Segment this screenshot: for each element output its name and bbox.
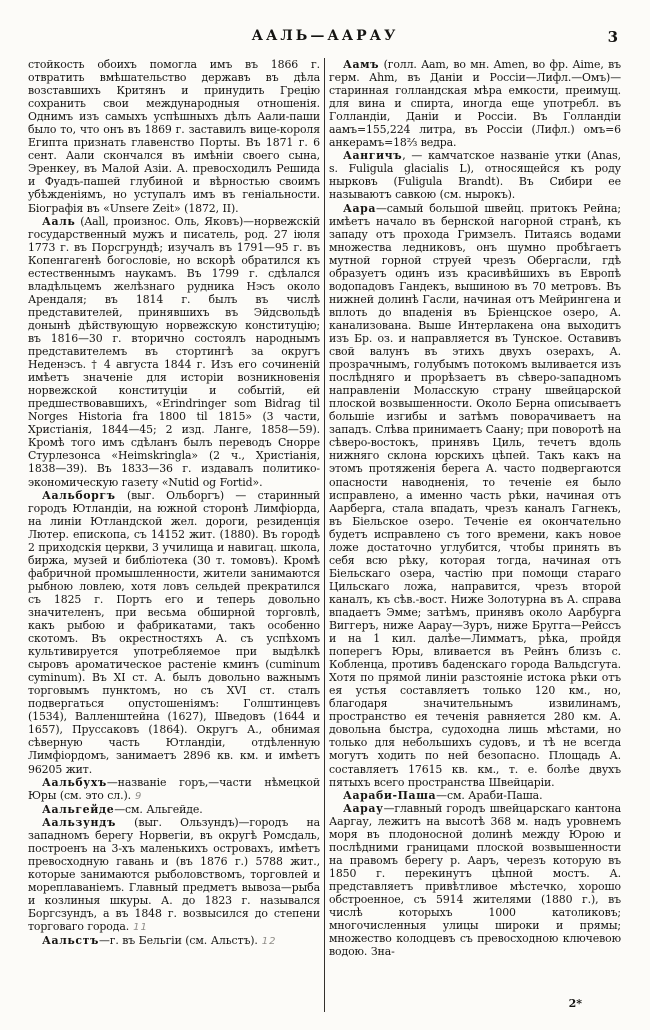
entry-paragraph: [329, 802, 621, 959]
entry-headword: Ааль: [42, 214, 76, 228]
entry-paragraph: [329, 789, 621, 802]
running-title: ААЛЬ—ААРАУ: [251, 28, 399, 44]
pencil-mark: 12: [261, 936, 277, 948]
entry-text: —названіе горъ,—части нѣмецкой Юры (см. это сл.).: [28, 775, 320, 802]
page-number: 3: [607, 28, 618, 46]
entry-text: —самый большой швейц. притокъ Рейна; имѣетъ начало въ бернской нагорной странѣ, къ западу отъ прохода Гримзелъ. Питаясь водами множества ледниковъ, онъ шумно пробѣгаетъ мутной горной струей чрезъ Обергасли, гдѣ образуетъ одинъ изъ красивѣйшихъ въ Европѣ водопадовъ Гандекъ, вышиною въ 70 метровъ. Въ нижней долинѣ Гасли, начиная отъ Мейрингена и вплоть до впаденія въ Бріенцское озеро, А. канализована. Выше Интерлакена она выходитъ изъ Бр. оз. и направляется въ Тунское. Оставивъ свой валунъ въ этихъ двухъ озерахъ, А. прозрачнымъ, голубымъ потокомъ выливается изъ послѣдняго и прорѣзаетъ въ сѣверо-западномъ направленіи Моласскую страну швейцарской плоской возвышенности. Около Берна описываетъ большіе изгибы и затѣмъ поворачиваетъ на западъ. Слѣва принимаетъ Саану; при поворотѣ на сѣверо-востокъ, принявъ Циль, течетъ вдоль нижняго склона юрскихъ цѣпей. Такъ какъ на этомъ протяженія берега А. часто подвергаются опасности наводненія, то теченіе ея было исправлено, а именно часть рѣки, начиная отъ Аарберга, стала впадать, чрезъ каналъ Гагнекъ, въ Біельское озеро. Теченіе ея окончательно будетъ исправлено съ того времени, какъ новое ложе достаточно углубится, чтобы принять въ себя всю рѣку, которая тогда, начиная отъ Біельскаго озера, частію при помощи стараго Цильскаго ложа, направится, чрезъ второй каналъ, къ сѣв.-вост. Ниже Золотурна въ А. справа впадаетъ Эмме; затѣмъ, принявъ около Аарбурга Виггеръ, ниже Аарау—Зуръ, ниже Бругга—Рейссъ и на 1 кил. далѣе—Лимматъ, рѣка, пройдя поперегъ Юры, вливается въ Рейнъ близъ с. Кобленца, противъ баденскаго города Вальдсгута. Хотя по прямой линіи разстояніе истока рѣки отъ ея устья составляетъ только 120 км., но, благодаря значительнымъ извилинамъ, пространство ея теченія равняется 280 км. А. довольна быстра, судоходна лишь мѣстами, но только для небольшихъ судовъ, и тѣ не всегда могутъ ходить по ней безопасно. Площадь А. составляетъ 17615 кв. км., т. е. болѣе двухъ пятыхъ всего пространства Швейцаріи.: [329, 201, 621, 789]
entry-text: —г. въ Бельгіи (см. Альстъ).: [98, 934, 258, 948]
entry-paragraph: [28, 934, 320, 948]
pencil-mark: 9: [134, 790, 143, 802]
entry-paragraph: [28, 816, 320, 934]
entry-paragraph: [28, 803, 320, 816]
page-header: [28, 28, 622, 50]
entry-headword: Аара: [343, 201, 376, 215]
entry-headword: Аальбухъ: [42, 775, 107, 789]
entry-paragraph: [28, 58, 320, 215]
pencil-mark: 11: [133, 922, 148, 934]
entry-text: (голл. Aam, во мн. Amen, во фр. Aime, въ герм. Ahm, въ Даніи и Россіи—Лифл.—Омъ)—старинная голландская мѣра емкости, преимущ. для вина и спирта, иногда еще употребл. въ Голландіи, Даніи и Россіи. Въ Голландіи аамъ=155,224 литра, въ Россіи (Лифл.) омъ=6 анкерамъ=18⅔ ведра.: [329, 58, 621, 150]
entry-headword: Аальзундъ: [42, 815, 116, 829]
entry-text: (выг. Ользундъ)—городъ на западномъ берегу Норвегіи, въ округѣ Ромсдаль, построенъ на 3-хъ маленькихъ островахъ, имѣетъ превосходную гавань и (въ 1876 г.) 5788 жит., которые занимаются рыболовствомъ, торговлей и мореплаваніемъ. Главный предметъ вывоза—рыба и козлиныя шкуры. А. до 1823 г. назывался Боргсзундъ, а въ 1848 г. возвысился до степени торговаго города.: [28, 815, 320, 934]
entry-headword: Аангичъ: [343, 149, 403, 163]
entry-paragraph: [329, 58, 621, 149]
left-column: [28, 58, 320, 1012]
entry-text: —главный городъ швейцарскаго кантона Ааргау, лежитъ на высотѣ 368 м. надъ уровнемъ моря въ плодоносной долинѣ между Юрою и послѣдними границами плоской возвышенности на правомъ берегу р. Ааръ, черезъ которую въ 1850 г. перекинутъ цѣпной мостъ. А. представляетъ привѣтливое мѣстечко, хорошо обстроенное, съ 5914 жителями (1880 г.), въ числѣ которыхъ 1000 католиковъ; многочисленныя улицы широки и прямы; множество колодцевъ съ превосходною ключевою водою. Зна-: [329, 801, 621, 959]
entry-text: стойкость обоихъ помогла имъ въ 1866 г. отвратить вмѣшательство державъ въ дѣла возставшихъ Критянъ и принудить Грецію сохранить свои международныя отношенія. Однимъ изъ самыхъ успѣшныхъ дѣлъ Аали-паши было то, что онъ въ 1869 г. заставилъ вице-короля Египта признать главенство Порты. Въ 1871 г. 6 сент. Аали скончался въ имѣніи своего сына, Эренкеу, въ Малой Азіи. А. превосходилъ Решида и Фуадъ-пашей глубиной и вѣрностью своимъ убѣжденіямъ, но уступалъ имъ въ геніальности. Біографія въ «Unsere Zeit» (1872, II).: [28, 58, 320, 215]
entry-headword: Аальстъ: [42, 934, 99, 948]
printer-signature-mark: 2*: [568, 997, 582, 1010]
entry-paragraph: [28, 215, 320, 489]
entry-paragraph: [329, 202, 621, 789]
column-divider-rule: [324, 58, 325, 1012]
entry-headword: Аараби-Паша: [343, 788, 437, 802]
entry-text: (Aall, произнос. Оль, Яковъ)—норвежскій государственный мужъ и писатель, род. 27 іюля 1773 г. въ Порсгрундѣ; изучалъ въ 1791—95 г. въ Копенгагенѣ богословіе, но вскорѣ обратился къ естественнымъ наукамъ. Въ 1799 г. сдѣлался владѣльцемъ желѣзнаго рудника Нэсъ около Арендаля; въ 1814 г. былъ въ числѣ представителей, принявшихъ въ Эйдсвольдѣ донынѣ дѣйствующую норвежскую конституцію; въ 1816—30 г. вторично состоялъ народнымъ представителемъ въ стортингѣ за округъ Неденэсъ. † 4 августа 1844 г. Изъ его сочиненій имѣетъ значеніе для исторіи возникновенія норвежской конституціи и событій, ей предшествовавшихъ, «Erindringer som Bidrag til Norges Historia fra 1800 til 1815» (3 части, Христіанія, 1844—45; 2 изд. Ланге, 1858—59). Кромѣ того имъ сдѣланъ былъ переводъ Снорре Стурлезонса «Heimskringla» (2 ч., Христіанія, 1838—39). Въ 1833—36 г. издавалъ политико-экономическую газету «Nutid og Fortid».: [28, 214, 320, 489]
entry-headword: Аальборгъ: [42, 488, 116, 502]
page-body: [28, 58, 622, 1012]
entry-text: —см. Араби-Паша.: [436, 788, 543, 802]
entry-text: , — камчатское названіе утки (Anas, s. Fuligula glacialis L), относящейся къ роду нырковъ (Fuligula Brandt). Въ Сибири ее называютъ савкою (см. нырокъ).: [329, 149, 621, 202]
entry-text: —см. Альгейде.: [114, 802, 203, 816]
entry-headword: Аарау: [343, 801, 384, 815]
right-column: [329, 58, 621, 1012]
entry-paragraph: [28, 489, 320, 776]
entry-text: (выг. Ольборгъ) — старинный городъ Ютландіи, на южной сторонѣ Лимфіорда, на линіи Ютландской жел. дороги, резиденція Лютер. епископа, съ 14152 жит. (1880). Въ городѣ 2 приходскія церкви, 3 училища и навигац. школа, биржа, музей и библіотека (30 т. томовъ). Кромѣ фабричной промышленности, жители занимаются рыбною ловлею, хотя ловъ сельдей прекратился съ 1825 г. Портъ его и теперь довольно значителенъ, при весьма обширной торговлѣ, какъ рыбою и фабрикатами, такъ особенно скотомъ. Въ окрестностяхъ А. съ успѣхомъ культивируется употребляемое при выдѣлкѣ сыровъ ароматическое растеніе кминъ (cuminum cyminum). Въ XI ст. А. былъ довольно важнымъ торговымъ пунктомъ, но съ XVI ст. сталъ подвергаться опустошеніямъ: Голштинцевъ (1534), Валленштейна (1627), Шведовъ (1644 и 1657), Пруссаковъ (1864). Округъ А., обнимая сѣверную часть Ютландіи, отдѣленную Лимфіордомъ, занимаетъ 2896 кв. км. и имѣетъ 96205 жит.: [28, 488, 320, 776]
entry-paragraph: [329, 149, 621, 201]
entry-headword: Аамъ: [343, 58, 380, 71]
entry-paragraph: [28, 776, 320, 803]
entry-headword: Аальгейде: [42, 802, 115, 816]
